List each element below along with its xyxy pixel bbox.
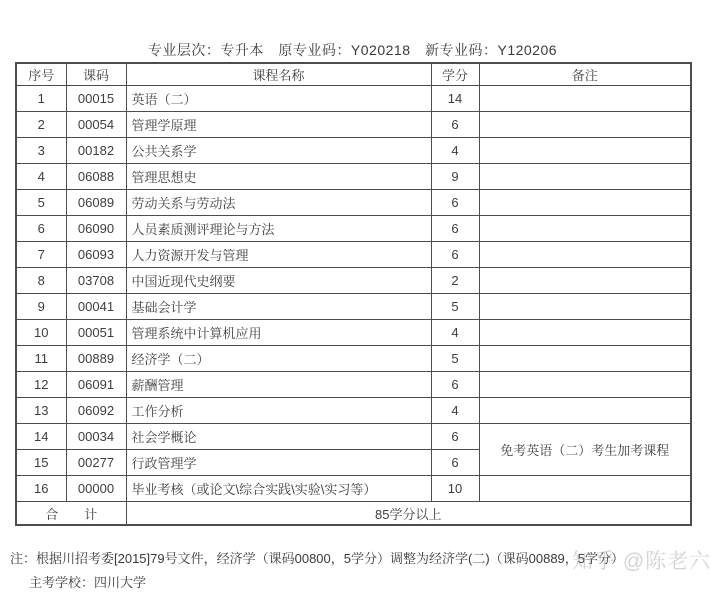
seq-cell: 1 (16, 86, 66, 112)
table-row (16, 268, 691, 294)
table-row (16, 294, 691, 320)
seq-cell: 8 (16, 268, 66, 294)
course-name-cell: 公共关系学 (126, 138, 431, 164)
code-cell: 00051 (66, 320, 126, 346)
code-cell: 00277 (66, 450, 126, 476)
course-name-cell: 中国近现代史纲要 (126, 268, 431, 294)
table-row (16, 372, 691, 398)
remark-cell (479, 372, 691, 398)
table-header-row (16, 63, 691, 86)
course-table (15, 62, 692, 526)
code-cell: 06091 (66, 372, 126, 398)
code-cell: 03708 (66, 268, 126, 294)
remark-merged-cell: 免考英语（二）考生加考课程 (479, 424, 691, 476)
remark-cell (479, 190, 691, 216)
remark-cell (479, 398, 691, 424)
seq-cell: 7 (16, 242, 66, 268)
code-cell: 00041 (66, 294, 126, 320)
code-cell: 06090 (66, 216, 126, 242)
total-row (16, 502, 691, 526)
column-header-remark: 备注 (479, 63, 691, 86)
seq-cell: 4 (16, 164, 66, 190)
credits-cell: 6 (431, 242, 479, 268)
table-row (16, 476, 691, 502)
seq-cell: 12 (16, 372, 66, 398)
credits-cell: 14 (431, 86, 479, 112)
code-cell: 00034 (66, 424, 126, 450)
code-cell: 06088 (66, 164, 126, 190)
credits-cell: 4 (431, 138, 479, 164)
course-name-cell: 人员素质测评理论与方法 (126, 216, 431, 242)
remark-cell (479, 86, 691, 112)
table-row (16, 216, 691, 242)
remark-cell (479, 242, 691, 268)
remark-cell (479, 346, 691, 372)
seq-cell: 15 (16, 450, 66, 476)
credits-cell: 5 (431, 346, 479, 372)
course-name-cell: 行政管理学 (126, 450, 431, 476)
credits-cell: 6 (431, 450, 479, 476)
footnotes (10, 547, 624, 595)
remark-cell (479, 320, 691, 346)
remark-cell (479, 476, 691, 502)
course-name-cell: 人力资源开发与管理 (126, 242, 431, 268)
credits-cell: 6 (431, 216, 479, 242)
credits-cell: 10 (431, 476, 479, 502)
seq-cell: 11 (16, 346, 66, 372)
credits-cell: 6 (431, 372, 479, 398)
seq-cell: 16 (16, 476, 66, 502)
code-cell: 00889 (66, 346, 126, 372)
column-header-seq: 序号 (16, 63, 66, 86)
course-name-cell: 社会学概论 (126, 424, 431, 450)
credits-cell: 4 (431, 398, 479, 424)
code-cell: 06089 (66, 190, 126, 216)
total-value-cell: 85学分以上 (126, 502, 691, 526)
seq-cell: 2 (16, 112, 66, 138)
seq-cell: 5 (16, 190, 66, 216)
course-name-cell: 英语（二） (126, 86, 431, 112)
code-cell: 06092 (66, 398, 126, 424)
course-name-cell: 经济学（二） (126, 346, 431, 372)
credits-cell: 5 (431, 294, 479, 320)
table-row (16, 86, 691, 112)
seq-cell: 9 (16, 294, 66, 320)
course-name-cell: 工作分析 (126, 398, 431, 424)
page-title: 专业层次：专升本 原专业码：Y020218 新专业码：Y120206 (147, 42, 558, 58)
code-cell: 00054 (66, 112, 126, 138)
credits-cell: 6 (431, 190, 479, 216)
course-name-cell: 管理思想史 (126, 164, 431, 190)
table-row (16, 242, 691, 268)
remark-cell (479, 164, 691, 190)
code-cell: 00182 (66, 138, 126, 164)
seq-cell: 13 (16, 398, 66, 424)
course-name-cell: 毕业考核（或论文\综合实践\实验\实习等） (126, 476, 431, 502)
column-header-name: 课程名称 (126, 63, 431, 86)
zhihu-watermark: 知乎 @陈老六 (572, 550, 712, 573)
seq-cell: 14 (16, 424, 66, 450)
table-row (16, 346, 691, 372)
table-row (16, 190, 691, 216)
remark-cell (479, 294, 691, 320)
footnote-line-2: 主考学校：四川大学 (29, 575, 147, 590)
footnote-line-1: 注：根据川招考委[2015]79号文件，经济学（课码00800，5学分）调整为经济学(二)（课码00889，5学分） (10, 551, 625, 566)
credits-cell: 2 (431, 268, 479, 294)
course-name-cell: 劳动关系与劳动法 (126, 190, 431, 216)
credits-cell: 9 (431, 164, 479, 190)
remark-cell (479, 268, 691, 294)
seq-cell: 6 (16, 216, 66, 242)
code-cell: 00000 (66, 476, 126, 502)
column-header-code: 课码 (66, 63, 126, 86)
table-row (16, 164, 691, 190)
remark-cell (479, 138, 691, 164)
code-cell: 06093 (66, 242, 126, 268)
credits-cell: 4 (431, 320, 479, 346)
table-row (16, 112, 691, 138)
credits-cell: 6 (431, 424, 479, 450)
total-label-cell: 合 计 (16, 502, 126, 526)
remark-cell (479, 216, 691, 242)
course-name-cell: 管理学原理 (126, 112, 431, 138)
remark-cell (479, 112, 691, 138)
seq-cell: 3 (16, 138, 66, 164)
code-cell: 00015 (66, 86, 126, 112)
course-name-cell: 薪酬管理 (126, 372, 431, 398)
table-row (16, 320, 691, 346)
credits-cell: 6 (431, 112, 479, 138)
table-row (16, 138, 691, 164)
column-header-credits: 学分 (431, 63, 479, 86)
course-name-cell: 基础会计学 (126, 294, 431, 320)
seq-cell: 10 (16, 320, 66, 346)
course-name-cell: 管理系统中计算机应用 (126, 320, 431, 346)
table-row (16, 424, 691, 450)
table-row (16, 398, 691, 424)
